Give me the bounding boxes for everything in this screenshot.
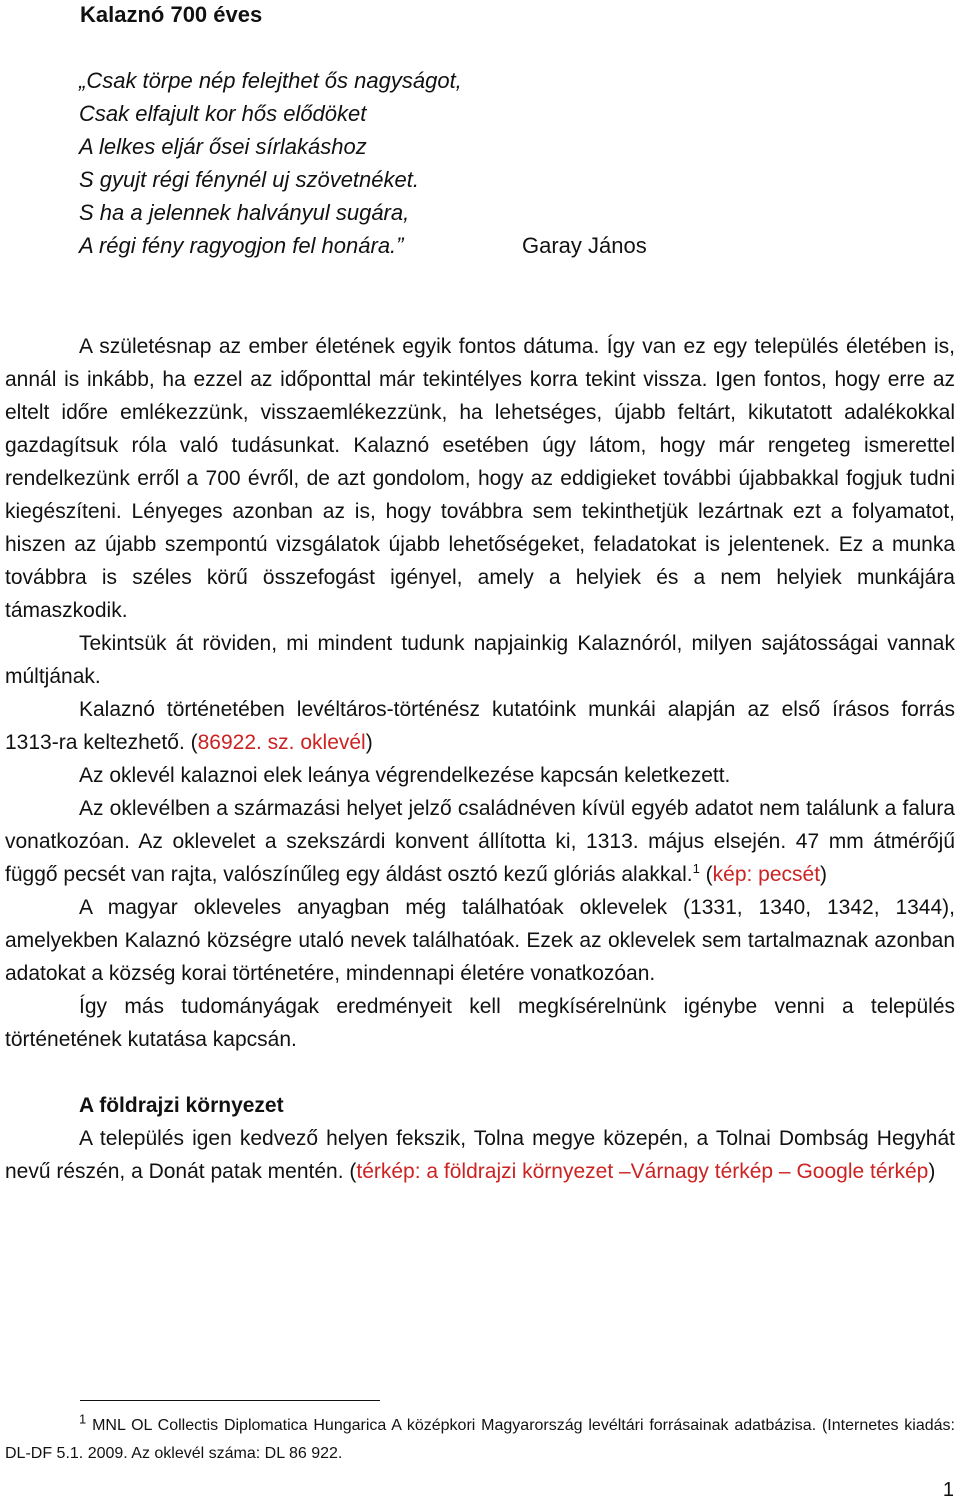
document-link-charter[interactable]: 86922. sz. oklevél bbox=[197, 731, 366, 754]
page-number: 1 bbox=[942, 1479, 954, 1501]
paragraph-text: ) bbox=[820, 863, 828, 886]
footnote-text: MNL OL Collectis Diplomatica Hungarica A középkori Magyarország levéltári forrásainak adatbázisa. (Internetes kiadás: DL-DF 5.1. 2009. Az oklevél száma: DL 86 922. bbox=[5, 1417, 955, 1462]
paragraph: Így más tudományágak eredményeit kell megkísérelnünk igénybe venni a település történetének kutatása kapcsán. bbox=[5, 995, 955, 1051]
poem-quote bbox=[79, 64, 879, 262]
poem-line: A régi fény ragyogjon fel honára.” bbox=[79, 233, 404, 258]
paragraph-text: ) bbox=[365, 731, 373, 754]
poem-author: Garay János bbox=[522, 233, 647, 258]
paragraph-text: ( bbox=[699, 863, 713, 886]
paragraph: A magyar okleveles anyagban még találhatóak oklevelek (1331, 1340, 1342, 1344), amelyekben Kalaznó községre utaló nevek találhatóak. Ezek az oklevelek sem tartalmaznak azonban adatokat a község korai történetére, mindennapi életére vonatkozóan. bbox=[5, 896, 955, 985]
poem-line: Csak elfajult kor hős elődöket bbox=[79, 101, 367, 126]
paragraph: Az oklevél kalaznoi elek leánya végrendelkezése kapcsán keletkezett. bbox=[79, 764, 731, 787]
paragraph-text: A település igen kedvező helyen fekszik, Tolna megye közepén, a Tolnai Dombság Hegyhát nevű részén, a Donát patak mentén. ( bbox=[5, 1127, 955, 1183]
poem-line: „Csak törpe nép felejthet ős nagyságot, bbox=[79, 68, 462, 93]
footnote-separator bbox=[80, 1400, 380, 1401]
paragraph bbox=[5, 792, 955, 891]
poem-line: S ha a jelennek halványul sugára, bbox=[79, 200, 410, 225]
poem-line: S gyujt régi fénynél uj szövetnéket. bbox=[79, 167, 419, 192]
paragraph-text: Kalaznó történetében levéltáros-történész kutatóink munkái alapján az első írásos forrás 1313-ra keltezhető. ( bbox=[5, 698, 955, 754]
footnote-ref[interactable]: 1 bbox=[692, 861, 700, 876]
document-body bbox=[5, 330, 955, 1188]
paragraph: Tekintsük át röviden, mi mindent tudunk napjainkig Kalaznóról, milyen sajátosságai vannak múltjának. bbox=[5, 632, 955, 688]
poem-line: A lelkes eljár ősei sírlakáshoz bbox=[79, 134, 367, 159]
paragraph bbox=[5, 693, 955, 759]
document-title: Kalaznó 700 éves bbox=[80, 2, 263, 27]
paragraph-text: ) bbox=[928, 1160, 936, 1183]
footnote-number: 1 bbox=[79, 1411, 87, 1427]
footnote bbox=[5, 1412, 955, 1468]
map-link[interactable]: térkép: a földrajzi környezet –Várnagy térkép – Google térkép bbox=[356, 1160, 929, 1183]
paragraph bbox=[5, 1122, 955, 1188]
paragraph: A születésnap az ember életének egyik fontos dátuma. Így van ez egy település életében is, annál is inkább, ha ezzel az időponttal már tekintélyes korra tekint vissza. Igen fontos, hogy erre az eltelt időre emlékezzünk, visszaemlékezzünk, ha lehetséges, újabb feltárt, kikutatott adalékokkal gazdagítsuk róla való tudásunkat. Kalaznó esetében úgy látom, hogy már rengeteg ismerettel rendelkezünk erről a 700 évről, de azt gondolom, hogy az eddigieket további újabbakkal fogjuk tudni kiegészíteni. Lényeges azonban az is, hogy továbbra sem tekinthetjük lezártnak ezt a folyamatot, hiszen az újabb szempontú vizsgálatok újabb lehetőségeket, feladatokat is jelentenek. Ez a munka továbbra is széles körű összefogást igényel, amely a helyiek és a nem helyiek munkájára támaszkodik. bbox=[5, 335, 955, 622]
section-heading: A földrajzi környezet bbox=[79, 1094, 284, 1117]
image-link-seal[interactable]: kép: pecsét bbox=[712, 863, 821, 886]
paragraph-text: Az oklevélben a származási helyet jelző családnéven kívül egyéb adatot nem találunk a falura vonatkozóan. Az oklevelet a szekszárdi konvent állította ki, 1313. május elsején. 47 mm átmérőjű függő pecsét van rajta, valószínűleg egy áldást osztó kezű glóriás alakkal. bbox=[5, 797, 955, 886]
